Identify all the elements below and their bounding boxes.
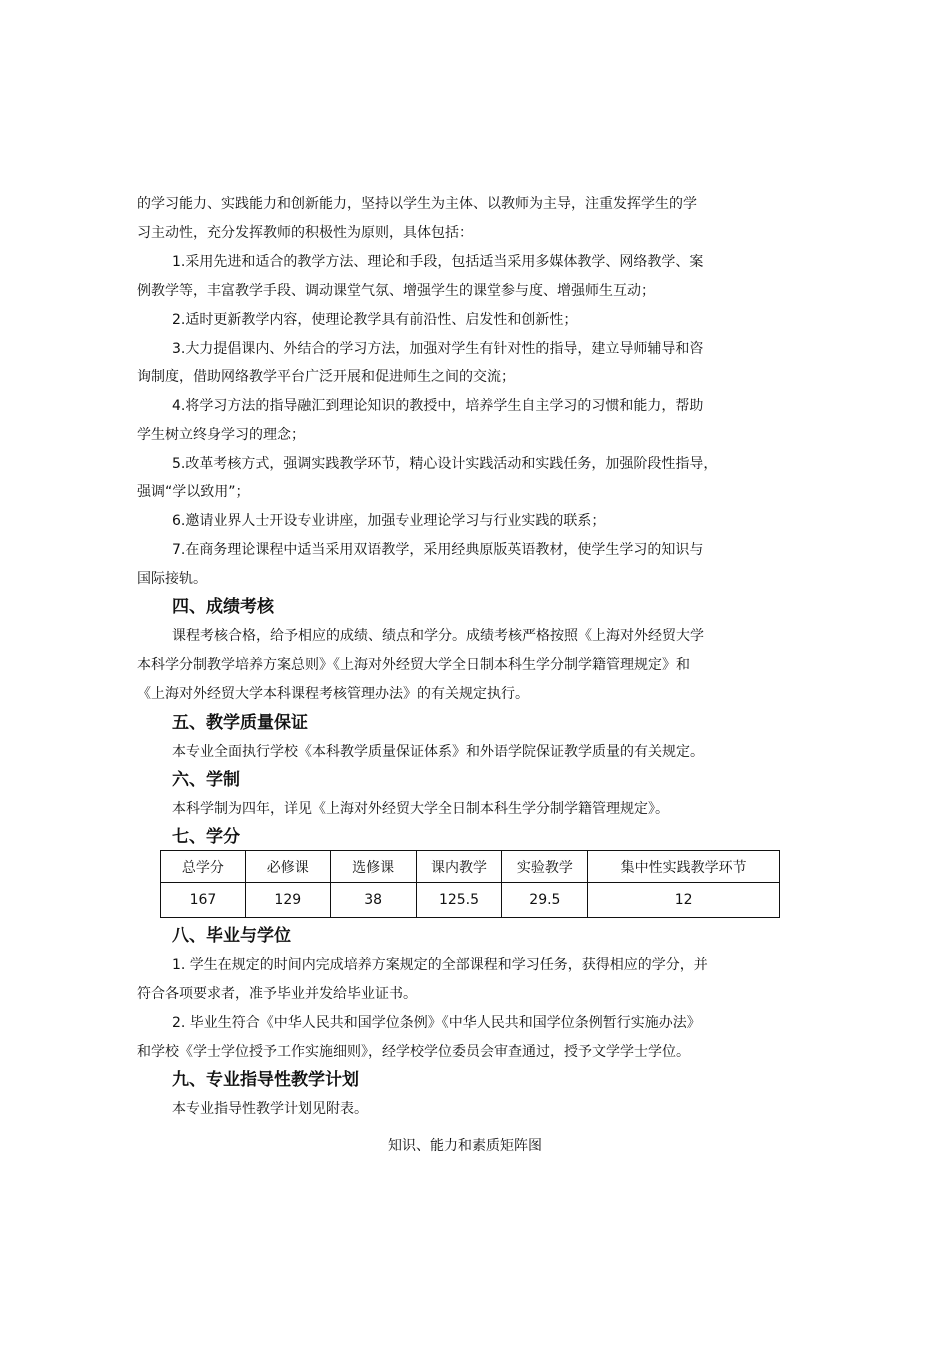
header-elective: 选修课	[330, 851, 416, 883]
list-item-2: 2.适时更新教学内容，使理论教学具有前沿性、启发性和创新性；	[172, 312, 578, 328]
table-header-row	[161, 851, 780, 883]
cell-lab: 29.5	[502, 883, 588, 918]
cell-in-class: 125.5	[416, 883, 502, 918]
section-heading-grades: 四、成绩考核	[172, 597, 274, 617]
table-row	[161, 883, 780, 918]
paragraph-line: 本专业指导性教学计划见附表。	[172, 1101, 368, 1117]
section-heading-duration: 六、学制	[172, 770, 240, 790]
paragraph-line: 1. 学生在规定的时间内完成培养方案规定的全部课程和学习任务，获得相应的学分，并	[172, 957, 708, 973]
section-heading-credits: 七、学分	[172, 827, 240, 847]
paragraph-line: 2. 毕业生符合《中华人民共和国学位条例》《中华人民共和国学位条例暂行实施办法》	[172, 1015, 701, 1031]
header-required: 必修课	[245, 851, 330, 883]
list-item-7-cont: 国际接轨。	[137, 571, 207, 587]
paragraph-line: 本科学分制教学培养方案总则》《上海对外经贸大学全日制本科生学分制学籍管理规定》和	[137, 657, 690, 673]
paragraph-line: 习主动性，充分发挥教师的积极性为原则，具体包括：	[137, 225, 473, 241]
list-item-1: 1.采用先进和适合的教学方法、理论和手段，包括适当采用多媒体教学、网络教学、案	[172, 254, 704, 270]
paragraph-line: 《上海对外经贸大学本科课程考核管理办法》的有关规定执行。	[137, 686, 529, 702]
cell-total-credits: 167	[161, 883, 246, 918]
list-item-1-cont: 例教学等，丰富教学手段、调动课堂气氛、增强学生的课堂参与度、增强师生互动；	[137, 283, 655, 299]
paragraph-line: 本科学制为四年，详见《上海对外经贸大学全日制本科生学分制学籍管理规定》。	[172, 801, 669, 817]
list-item-3-cont: 询制度，借助网络教学平台广泛开展和促进师生之间的交流；	[137, 369, 515, 385]
paragraph-line: 的学习能力、实践能力和创新能力，坚持以学生为主体、以教师为主导，注重发挥学生的学	[137, 196, 697, 212]
cell-practice: 12	[588, 883, 780, 918]
list-item-5: 5.改革考核方式，强调实践教学环节，精心设计实践活动和实践任务，加强阶段性指导，	[172, 456, 718, 472]
matrix-caption: 知识、能力和素质矩阵图	[388, 1138, 542, 1154]
paragraph-line: 和学校《学士学位授予工作实施细则》，经学校学位委员会审查通过，授予文学学士学位。	[137, 1044, 690, 1060]
paragraph-line: 本专业全面执行学校《本科教学质量保证体系》和外语学院保证教学质量的有关规定。	[172, 744, 704, 760]
section-heading-quality: 五、教学质量保证	[172, 713, 308, 733]
list-item-6: 6.邀请业界人士开设专业讲座，加强专业理论学习与行业实践的联系；	[172, 513, 606, 529]
header-in-class: 课内教学	[416, 851, 502, 883]
list-item-4-cont: 学生树立终身学习的理念；	[137, 427, 305, 443]
cell-elective: 38	[330, 883, 416, 918]
header-practice: 集中性实践教学环节	[588, 851, 780, 883]
section-heading-graduation: 八、毕业与学位	[172, 926, 291, 946]
paragraph-line: 课程考核合格，给予相应的成绩、绩点和学分。成绩考核严格按照《上海对外经贸大学	[172, 628, 704, 644]
paragraph-line: 符合各项要求者，准予毕业并发给毕业证书。	[137, 986, 417, 1002]
list-item-4: 4.将学习方法的指导融汇到理论知识的教授中，培养学生自主学习的习惯和能力，帮助	[172, 398, 704, 414]
credits-table	[160, 850, 780, 918]
list-item-3: 3.大力提倡课内、外结合的学习方法，加强对学生有针对性的指导，建立导师辅导和咨	[172, 341, 704, 357]
list-item-7: 7.在商务理论课程中适当采用双语教学，采用经典原版英语教材，使学生学习的知识与	[172, 542, 704, 558]
list-item-5-cont: 强调“学以致用”；	[137, 484, 250, 500]
cell-required: 129	[245, 883, 330, 918]
section-heading-plan: 九、专业指导性教学计划	[172, 1070, 359, 1090]
header-total-credits: 总学分	[161, 851, 246, 883]
header-lab: 实验教学	[502, 851, 588, 883]
